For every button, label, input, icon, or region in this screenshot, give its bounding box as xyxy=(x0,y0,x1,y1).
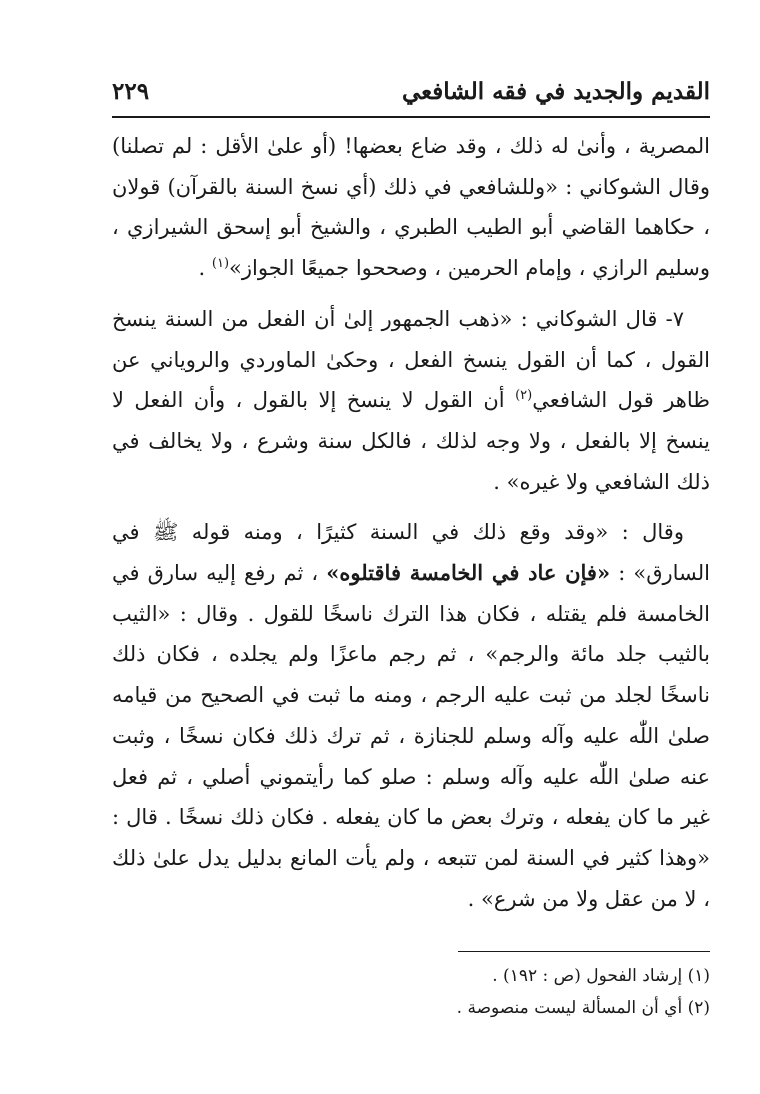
paragraph-1-text: المصرية ، وأنىٰ له ذلك ، وقد ضاع بعضها! (أو علىٰ الأقل : لم تصلنا) وقال الشوكاني : «وللشافعي في ذلك (أي نسخ السنة بالقرآن) قولان ، حكاهما القاضي أبو الطيب الطبري ، والشيخ أبو إسحق الشيرازي ، وسليم الرازي ، وإمام الحرمين ، وصححوا جميعًا الجواز» xyxy=(112,134,710,281)
footnote-rule xyxy=(458,951,710,952)
paragraph-1 xyxy=(112,126,710,289)
paragraph-3 xyxy=(112,512,710,919)
paragraph-2 xyxy=(112,299,710,503)
paragraph-3-text-a: وقال : «وقد وقع ذلك في السنة كثيرًا ، ومنه قوله ﷺ في السارق» : xyxy=(112,520,710,586)
header-rule xyxy=(112,116,710,118)
footnote-ref-1: (١) xyxy=(211,256,230,272)
book-title: القديم والجديد في فقه الشافعي xyxy=(401,77,710,105)
paragraph-3-text-b: ، ثم رفع إليه سارق في الخامسة فلم يقتله ، فكان هذا الترك ناسخًا للقول . وقال : «الثيب بالثيب جلد مائة والرجم» ، ثم رجم ماعزًا ولم يجلده ، فكان ذلك ناسخًا لجلد من ثبت عليه الرجم ، ومنه ما ثبت في الصحيح من قيامه صلىٰ اللّٰه عليه وآله وسلم للجنازة ، ثم ترك ذلك فكان نسخًا ، وثبت عنه صلىٰ اللّٰه عليه وآله وسلم : صلو كما رأيتموني أصلي ، ثم فعل غير ما كان يفعله ، وترك بعض ما كان يفعله . فكان ذلك نسخًا . قال : «وهذا كثير في السنة لمن تتبعه ، ولم يأت المانع بدليل يدل علىٰ ذلك ، لا من عقل ولا من شرع» . xyxy=(112,561,710,911)
footnotes xyxy=(112,960,710,1024)
footnote-1: (١) إرشاد الفحول (ص : ١٩٢) . xyxy=(492,966,710,986)
footnote-2: (٢) أي أن المسألة ليست منصوصة . xyxy=(456,998,710,1018)
page-number: ٢٢٩ xyxy=(112,77,150,105)
paragraph-2-text-b: أن القول لا ينسخ إلا بالقول ، وأن الفعل لا ينسخ إلا بالفعل ، ولا وجه لذلك ، فالكل سنة وشرع ، ولا يخالف في ذلك الشافعي ولا غيره» . xyxy=(112,388,710,494)
footnote-ref-2: (٢) xyxy=(515,388,533,404)
paragraph-1-end: . xyxy=(198,256,212,281)
hadith-quote: «فإن عاد في الخامسة فاقتلوه» xyxy=(326,560,611,586)
body-text xyxy=(112,126,710,919)
paragraph-2-text-a: ٧- قال الشوكاني : «ذهب الجمهور إلىٰ أن الفعل من السنة ينسخ القول ، كما أن القول ينسخ الفعل ، وحكىٰ الماوردي والروياني عن ظاهر قول الشافعي xyxy=(112,306,710,413)
running-header xyxy=(112,70,710,112)
